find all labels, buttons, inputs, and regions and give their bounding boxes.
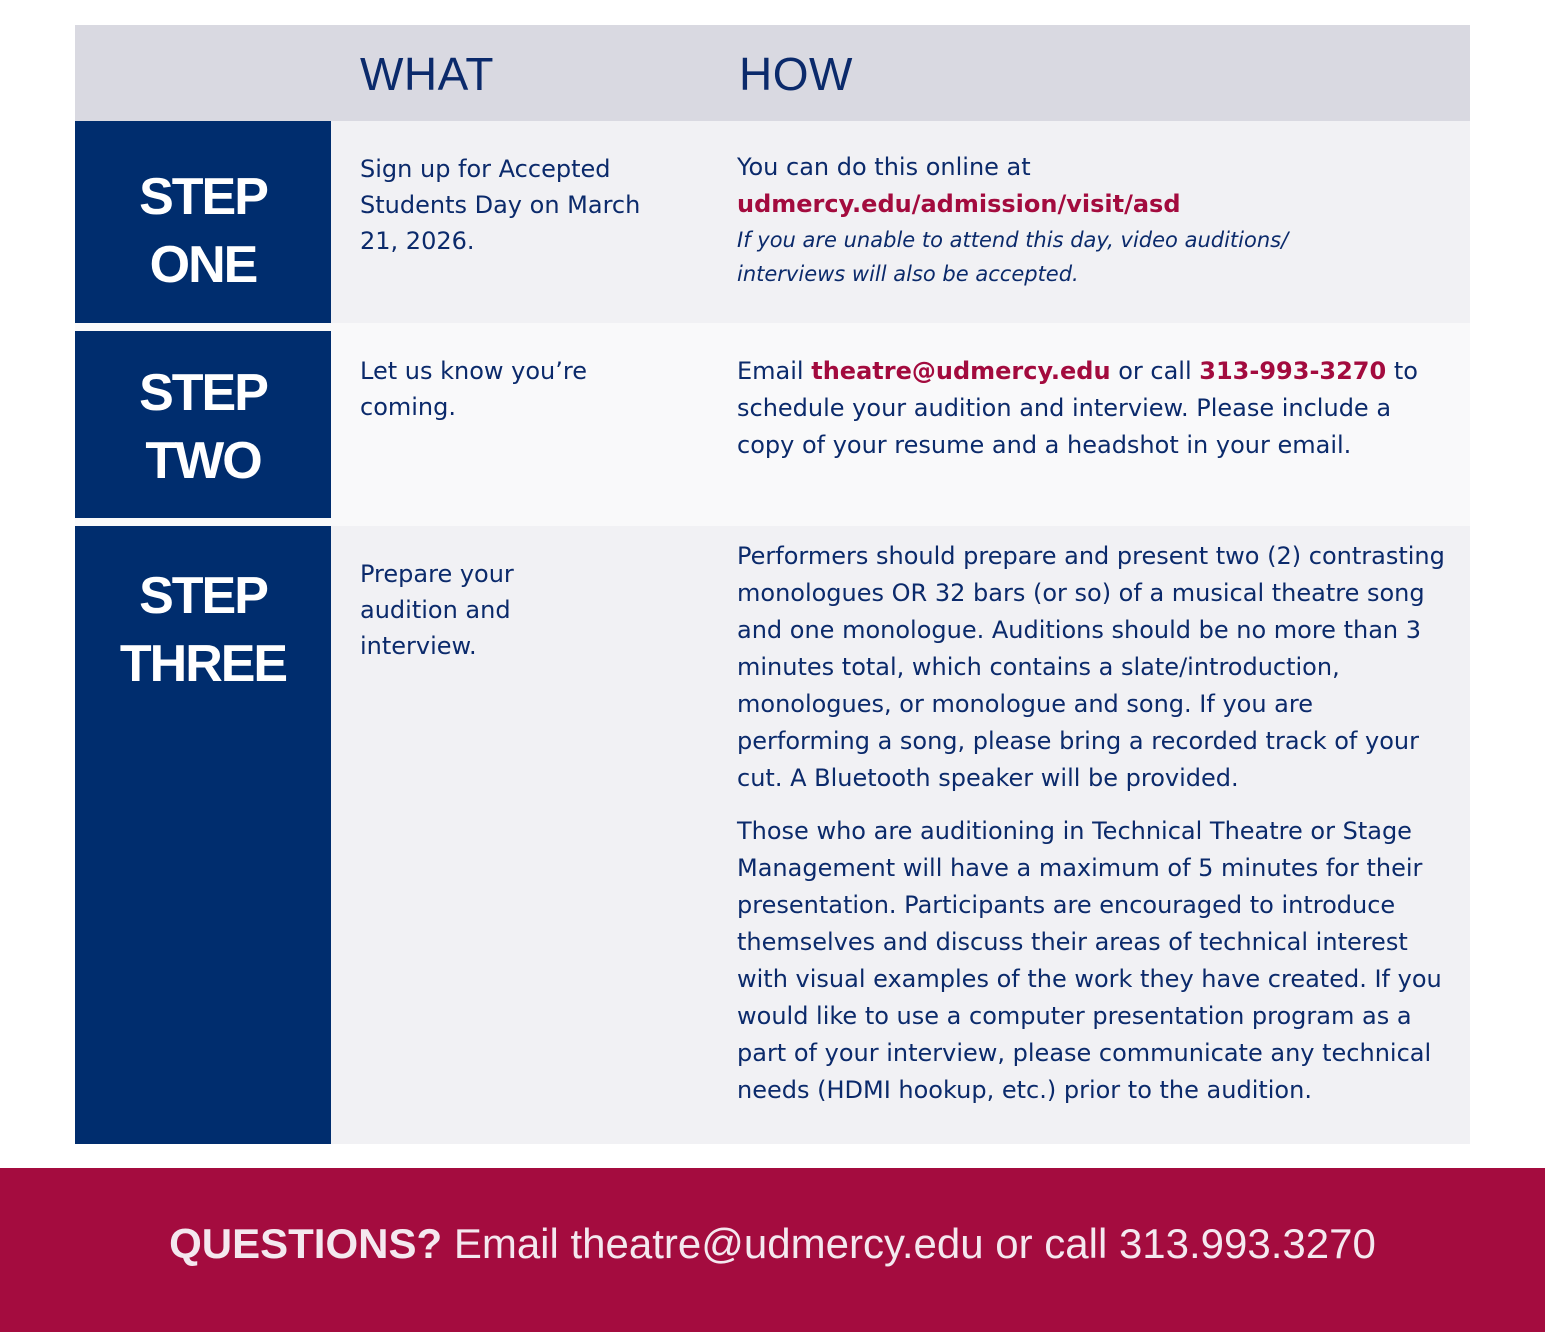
step-two-row (75, 323, 1470, 526)
step-label-line2: ONE (149, 236, 257, 294)
step-one-how (737, 149, 1447, 291)
step-label-line2: TWO (145, 432, 261, 490)
what-column-heading: WHAT (360, 48, 495, 100)
step-one-note: If you are unable to attend this day, video auditions/ interviews will also be accepted. (737, 228, 1289, 286)
step-two-how (737, 353, 1447, 464)
asd-link[interactable]: udmercy.edu/admission/visit/asd (737, 190, 1181, 218)
questions-label: QUESTIONS? (169, 1220, 443, 1267)
step-label-line1: STEP (139, 567, 267, 625)
step-two-how-mid: or call (1118, 357, 1192, 385)
questions-line (0, 1220, 1545, 1268)
step-three-how-performers: Performers should prepare and present two (2) contrasting monologues OR 32 bars (or so) of a musical theatre song and one monologue. Auditions should be no more than 3 minutes total, which contains a slate/introduction, monologues, or monologue and song. If you are performing a song, please bring a recorded track of your cut. A Bluetooth speaker will be provided. (737, 542, 1445, 792)
step-three-label (75, 526, 331, 1144)
step-three-how (737, 538, 1447, 1109)
step-two-how-post: to schedule your audition and interview. Please include a copy of your resume and a headshot in your email. (737, 357, 1418, 459)
step-two-label (75, 331, 331, 518)
questions-contact: Email theatre@udmercy.edu or call 313.993.3270 (453, 1220, 1376, 1267)
step-two-what: Let us know you’re coming. (360, 357, 587, 421)
theatre-phone-link[interactable]: 313-993-3270 (1199, 357, 1387, 385)
how-column-heading: HOW (739, 48, 853, 100)
step-three-how-technical: Those who are auditioning in Technical Theatre or Stage Management will have a maximum of 5 minutes for their presentation. Participants are encouraged to introduce themselves and discuss their areas of technical interest with visual examples of the work they have created. If you would like to use a computer presentation program as a part of your interview, please communicate any technical needs (HDMI hookup, etc.) prior to the audition. (737, 817, 1442, 1104)
step-three-row (75, 526, 1470, 1144)
step-one-how-intro: You can do this online at (737, 153, 1031, 181)
step-label-line2: THREE (119, 635, 287, 693)
theatre-email-link[interactable]: theatre@udmercy.edu (811, 357, 1111, 385)
step-two-how-pre: Email (737, 357, 804, 385)
step-three-what: Prepare your audition and interview. (360, 560, 514, 660)
step-one-what: Sign up for Accepted Students Day on March 21, 2026. (360, 155, 641, 255)
table-header (75, 25, 1470, 121)
step-label-line1: STEP (139, 168, 267, 226)
questions-footer (0, 1168, 1545, 1332)
step-label-line1: STEP (139, 364, 267, 422)
step-one-row (75, 121, 1470, 323)
step-one-label (75, 121, 331, 323)
